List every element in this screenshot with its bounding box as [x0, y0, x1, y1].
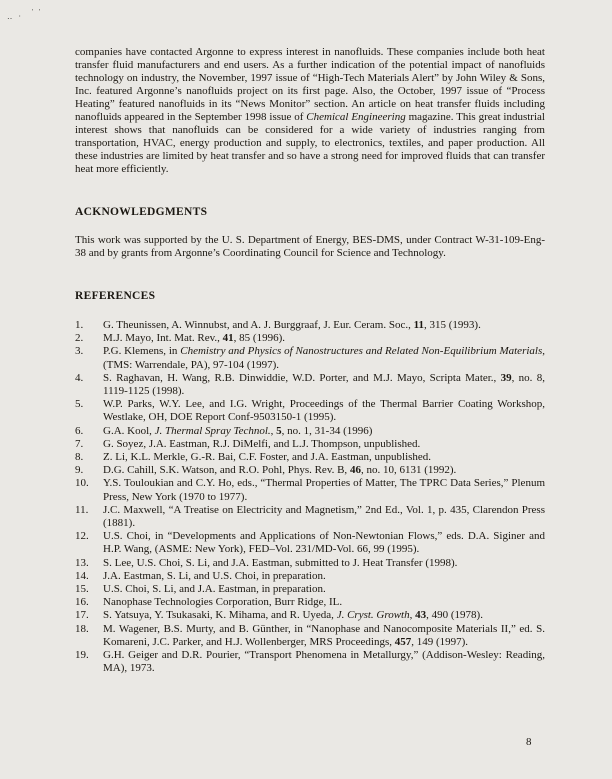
reference-text: M. Wagener, B.S. Murty, and B. Günther, in “Nanophase and Nanocomposite Materials II,” ed. S. Komareni, J.C. Parker, and H.J. Wollenberger, MRS Proceedings, 457, 149 (1997). [103, 622, 545, 648]
reference-text: G.H. Geiger and D.R. Pourier, “Transport Phenomena in Metallurgy,” (Addison-Wesley: Reading, MA), 1973. [103, 649, 545, 675]
reference-number: 17. [75, 609, 89, 622]
reference-text: S. Raghavan, H. Wang, R.B. Dinwiddie, W.D. Porter, and M.J. Mayo, Scripta Mater., 39, no. 8, 1119-1125 (1998). [103, 371, 545, 398]
acknowledgments-paragraph: This work was supported by the U. S. Department of Energy, BES-DMS, under Contract W-31-109-Eng-38 and by grants from Argonne’s Coordinating Council for Science and Technology. [75, 234, 545, 259]
acknowledgments-heading: ACKNOWLEDGMENTS [75, 206, 208, 218]
reference-text: M.J. Mayo, Int. Mat. Rev., 41, 85 (1996). [103, 332, 285, 345]
page-number: 8 [526, 736, 532, 748]
reference-item [75, 504, 545, 530]
reference-item [75, 609, 545, 622]
reference-item [75, 319, 545, 332]
reference-number: 13. [75, 556, 89, 569]
reference-text: Z. Li, K.L. Merkle, G.-R. Bai, C.F. Foster, and J.A. Eastman, unpublished. [103, 451, 432, 464]
reference-item [75, 425, 545, 438]
reference-text: Y.S. Touloukian and C.Y. Ho, eds., “Thermal Properties of Matter, The TPRC Data Series,” Plenum Press, New York (1970 to 1977). [103, 477, 545, 503]
reference-text: S. Yatsuya, Y. Tsukasaki, K. Mihama, and R. Uyeda, J. Cryst. Growth, 43, 490 (1978). [103, 609, 483, 622]
reference-text: U.S. Choi, S. Li, and J.A. Eastman, in preparation. [103, 583, 326, 596]
scan-artifact: ‥ · [7, 12, 24, 21]
references-list [75, 319, 545, 675]
reference-text: U.S. Choi, in “Developments and Applications of Non-Newtonian Flows,” eds. D.A. Siginer and H.P. Wang, (ASME: New York), FED–Vol. 231/MD-Vol. 66, 99 (1995). [103, 530, 545, 556]
reference-text: G.A. Kool, J. Thermal Spray Technol., 5, no. 1, 31-34 (1996) [103, 424, 373, 437]
reference-item [75, 451, 545, 464]
scan-artifact: ' ' [32, 8, 43, 16]
reference-item [75, 583, 545, 596]
reference-number: 1. [75, 319, 84, 331]
reference-text: S. Lee, U.S. Choi, S. Li, and J.A. Eastman, submitted to J. Heat Transfer (1998). [103, 556, 458, 569]
reference-text: J.C. Maxwell, “A Treatise on Electricity and Magnetism,” 2nd Ed., Vol. 1, p. 435, Clarendon Press (1881). [103, 503, 545, 530]
reference-number: 16. [75, 596, 89, 609]
reference-number: 10. [75, 477, 89, 490]
page-content [75, 46, 545, 675]
reference-number: 8. [75, 451, 84, 464]
reference-text: P.G. Klemens, in Chemistry and Physics of Nanostructures and Related Non-Equilibrium Materials, (TMS: Warrendale, PA), 97-104 (1997). [103, 345, 545, 371]
reference-text: Nanophase Technologies Corporation, Burr Ridge, IL. [103, 596, 343, 609]
reference-item [75, 530, 545, 556]
reference-item [75, 649, 545, 675]
reference-number: 3. [75, 345, 84, 358]
reference-item [75, 332, 545, 345]
reference-item [75, 623, 545, 649]
reference-item [75, 557, 545, 570]
intro-paragraph: companies have contacted Argonne to express interest in nanofluids. These companies include both heat transfer fluid manufacturers and end users. As a further indication of the potential impact of nanofluids technology on industry, the November, 1997 issue of “High-Tech Materials Alert” by John Wiley & Sons, Inc. featured Argonne’s nanofluids project on its first page. Also, the October, 1997 issue of “Process Heating” featured nanofluids in its “News Monitor” section. An article on heat transfer fluids including nanofluids appeared in the September 1998 issue of Chemical Engineering magazine. This great industrial interest shows that nanofluids can be considered for a wide variety of industries ranging from transportation, HVAC, energy production and supply, to electronics, textiles, and paper production. All these industries are limited by heat transfer and so have a strong need for improved fluids that can transfer heat more efficiently. [75, 46, 545, 175]
reference-text: J.A. Eastman, S. Li, and U.S. Choi, in preparation. [103, 569, 326, 582]
reference-number: 4. [75, 371, 84, 384]
reference-item [75, 345, 545, 371]
reference-number: 18. [75, 622, 89, 635]
reference-number: 6. [75, 424, 84, 437]
reference-number: 19. [75, 649, 89, 662]
reference-number: 5. [75, 398, 84, 411]
reference-text: G. Soyez, J.A. Eastman, R.J. DiMelfi, and L.J. Thompson, unpublished. [103, 437, 421, 450]
reference-item [75, 398, 545, 424]
reference-item [75, 464, 545, 477]
reference-text: W.P. Parks, W.Y. Lee, and I.G. Wright, Proceedings of the Thermal Barrier Coating Workshop, Westlake, OH, DOE Report Conf-9503150-1 (1995). [103, 398, 545, 424]
reference-item [75, 596, 545, 609]
reference-number: 15. [75, 583, 89, 596]
reference-number: 14. [75, 569, 89, 582]
reference-text: G. Theunissen, A. Winnubst, and A. J. Burggraaf, J. Eur. Ceram. Soc., 11, 315 (1993). [103, 319, 481, 331]
reference-number: 11. [75, 503, 89, 516]
reference-item [75, 438, 545, 451]
references-heading: REFERENCES [75, 290, 156, 302]
reference-item [75, 570, 545, 583]
reference-text: D.G. Cahill, S.K. Watson, and R.O. Pohl, Phys. Rev. B, 46, no. 10, 6131 (1992). [103, 464, 457, 477]
reference-number: 9. [75, 464, 84, 477]
reference-number: 12. [75, 530, 89, 543]
reference-item [75, 477, 545, 503]
reference-number: 2. [75, 332, 84, 345]
reference-number: 7. [75, 437, 84, 450]
reference-item [75, 372, 545, 398]
